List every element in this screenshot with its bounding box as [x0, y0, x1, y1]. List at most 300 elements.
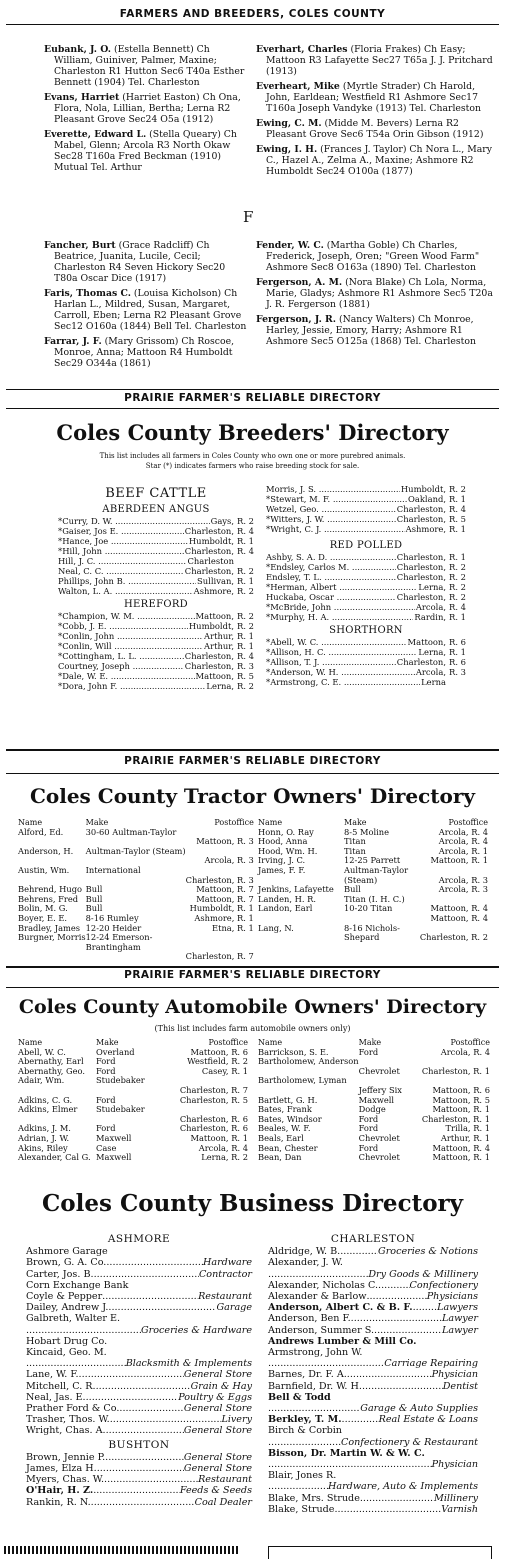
postoffice: Arcola, R. 4	[440, 1046, 490, 1057]
make: Maxwell	[358, 1094, 395, 1105]
make: 8-5 Moline	[344, 826, 390, 837]
business-entry	[26, 1336, 252, 1347]
breeder-name: *Gaiser, Jos E. .....	[58, 526, 184, 536]
breeder-name: *Conlin, Will .....	[58, 641, 203, 651]
business-entry	[268, 1269, 478, 1280]
breeder-route: R. 1	[449, 647, 466, 657]
leader-dots	[268, 1358, 384, 1369]
charleston-heading: CHARLESTON	[330, 1233, 416, 1245]
table-row	[18, 952, 254, 962]
breeder-row	[58, 526, 254, 536]
make: Aultman-Taylor (Steam)	[85, 845, 186, 856]
leader-dots	[94, 1269, 199, 1280]
make: Ford	[96, 1056, 116, 1067]
postoffice: Arthur, R. 1	[440, 1132, 490, 1143]
leader-dots	[378, 1280, 409, 1291]
ashmore-heading: ASHMORE	[107, 1233, 171, 1245]
leader-dots	[351, 1313, 442, 1324]
business-entry	[268, 1392, 478, 1403]
breeder-postoffice: Charleston,	[184, 566, 234, 576]
business-name: Blake, Strude	[268, 1503, 335, 1515]
breeder-postoffice: Gays,	[210, 516, 234, 526]
business-kind: Physician	[431, 1459, 478, 1471]
postoffice: Mattoon, R. 6	[432, 1084, 490, 1095]
owner-name: Akins, Riley	[18, 1142, 68, 1153]
business-entry	[26, 1392, 252, 1403]
leader-dots	[366, 1291, 426, 1302]
owner-name: Bean, Dan	[258, 1152, 302, 1163]
breeder-postoffice: Charleston,	[396, 504, 446, 514]
business-entry	[268, 1291, 478, 1302]
column-header: Postoffice	[214, 818, 254, 827]
breeder-row	[58, 651, 254, 661]
owner-name	[18, 943, 86, 953]
business-kind: Coal Dealer	[194, 1496, 252, 1508]
breeder-row	[266, 677, 466, 687]
business-name: Carter, Jos. B.	[26, 1268, 94, 1280]
breeder-name: *Witters, J. W. .....	[266, 514, 396, 524]
breeder-route: R. 2	[237, 681, 254, 691]
owner-name: Boyer, E. E.	[18, 912, 68, 923]
breeder-route: R. 2	[237, 586, 254, 596]
column-header: Name	[258, 1038, 283, 1047]
breeder-row	[58, 611, 254, 621]
banner-rule	[6, 773, 499, 774]
make: 8-16 Rumley	[85, 912, 139, 923]
leader-dots	[86, 1392, 179, 1403]
auto-title: Coles County Automobile Owners' Directory	[18, 996, 487, 1018]
breeder-row	[266, 612, 466, 622]
business-entry	[26, 1463, 252, 1474]
business-name: Alexander & Barlow	[268, 1291, 367, 1303]
leader-dots	[110, 1414, 222, 1425]
breeder-row	[266, 572, 466, 582]
table-row	[258, 933, 488, 943]
leader-dots	[347, 1369, 432, 1380]
breeder-row	[58, 631, 254, 641]
make: Maxwell	[96, 1132, 132, 1143]
farmer-details: (Midde M. Bevers) Lerna R2 Pleasant Grove Sec6 T54a Orin Gibson (1912)	[266, 118, 484, 140]
business-kind: Real Estate & Loans	[378, 1414, 478, 1426]
breeder-postoffice: Lerna,	[418, 647, 446, 657]
prairie-banner: PRAIRIE FARMER'S RELIABLE DIRECTORY	[124, 755, 381, 767]
tractor-title: Coles County Tractor Owners' Directory	[29, 784, 476, 808]
leader-dots	[26, 1358, 126, 1369]
breeder-route: R. 2	[449, 484, 466, 494]
leader-dots	[374, 1325, 442, 1336]
business-entry	[26, 1358, 252, 1369]
breeder-name: *Champion, W. M. .....	[58, 611, 195, 621]
business-name: Myers, Chas. W.	[26, 1474, 105, 1486]
farmer-name: Evans, Harriet	[44, 92, 120, 103]
ashmore-list	[26, 1246, 252, 1436]
breeder-name: *Conlin, John .....	[58, 631, 203, 641]
breeder-row	[266, 667, 466, 677]
breeder-postoffice: Charleston	[187, 556, 234, 566]
make: 12-24 Emerson-	[85, 932, 153, 943]
farmer-name: Fender, W. C.	[256, 240, 324, 251]
farmer-name: Fancher, Burt	[44, 240, 116, 251]
business-entry	[268, 1280, 478, 1291]
business-name: Bell & Todd	[268, 1391, 331, 1403]
breeder-name: Hill, J. C. .....	[58, 556, 186, 566]
business-entry	[26, 1347, 252, 1358]
make: Aultman-Taylor	[344, 864, 409, 875]
header-rule	[6, 24, 499, 25]
business-entry	[268, 1481, 478, 1492]
farmer-details: (Floria Frakes) Ch Easy; Mattoon R3 Lafayette Sec27 T65a J. J. Pritchard (1913)	[266, 44, 493, 77]
breeder-postoffice: Sullivan,	[197, 576, 234, 586]
breeder-name: *Wright, C. J. .....	[266, 524, 405, 534]
business-entry	[268, 1459, 478, 1470]
breeder-name: Walton, L. A. .....	[58, 586, 193, 596]
make: International	[85, 864, 141, 875]
tractor-table-left	[18, 818, 254, 962]
farmer-name: Everheart, Mike	[256, 81, 340, 92]
prairie-banner: PRAIRIE FARMER'S RELIABLE DIRECTORY	[124, 392, 381, 404]
leader-dots	[26, 1325, 141, 1336]
business-name: Anderson, Albert C. & B. F.	[268, 1302, 413, 1314]
breeder-route: R. 1	[449, 524, 466, 534]
owner-name: Hood, Anna	[258, 836, 308, 847]
breeder-row	[266, 504, 466, 514]
breeders-note: This list includes all farmers in Coles County who own one or more purebred animals.	[99, 452, 406, 460]
breeder-row	[58, 516, 254, 526]
farmer-entry	[44, 240, 250, 284]
tractor-table-right	[258, 818, 488, 943]
leader-dots	[340, 1246, 378, 1257]
make: Jeffery Six	[358, 1084, 402, 1095]
leader-dots	[91, 1497, 195, 1508]
banner-rule	[6, 389, 499, 390]
business-left	[26, 1232, 252, 1508]
business-name: Coyle & Pepper	[26, 1291, 103, 1303]
breeder-postoffice: Charleston,	[396, 657, 446, 667]
owner-name: Honn, O. Ray	[258, 826, 314, 837]
banner-rule	[6, 966, 499, 968]
postoffice: Charleston, R. 2	[419, 932, 488, 943]
breeder-name: Neal, C. C. .....	[58, 566, 184, 576]
business-entry	[26, 1257, 252, 1268]
make: Bull	[344, 884, 361, 895]
postoffice: Mattoon, R. 4	[432, 1142, 490, 1153]
breeder-route	[446, 677, 466, 687]
business-kind: Hardware, Auto & Implements	[328, 1481, 478, 1493]
column-header: Postoffice	[208, 1038, 248, 1047]
breeder-name: *Herman, Albert .....	[266, 582, 417, 592]
owner-name: Burgner, Morris	[18, 932, 86, 943]
column-header: Name	[258, 818, 283, 827]
business-name: Berkley, T. M.	[268, 1414, 342, 1426]
postoffice: Etna, R. 1	[212, 922, 254, 933]
business-entry	[26, 1302, 252, 1313]
breeder-route: R. 2	[237, 566, 254, 576]
leader-dots	[104, 1474, 198, 1485]
owner-name: Bates, Windsor	[258, 1113, 322, 1124]
make: Titan	[344, 845, 366, 856]
owner-name: Bartholomew, Anderson	[258, 1056, 359, 1067]
breeder-name: *Cobb, J. E. .....	[58, 621, 188, 631]
owner-name: Beales, W. F.	[258, 1123, 311, 1134]
leader-dots	[108, 1302, 216, 1313]
owner-name	[258, 933, 344, 943]
business-entry	[26, 1485, 252, 1496]
business-kind: Blacksmith & Implements	[125, 1358, 252, 1370]
business-entry	[26, 1497, 252, 1508]
business-name: Brown, G. A. Co.	[26, 1257, 107, 1269]
owner-name: Adrian, J. W.	[18, 1132, 70, 1143]
breeder-route: R. 3	[237, 661, 254, 671]
postoffice: Ashmore, R. 1	[194, 912, 254, 923]
owner-name: Bates, Frank	[258, 1104, 312, 1115]
business-entry	[26, 1369, 252, 1380]
postoffice: Charleston, R. 3	[185, 874, 254, 885]
make: Case	[96, 1142, 117, 1153]
breeder-name: Ashby, S. A. D. .....	[266, 552, 396, 562]
business-name: Barnfield, Dr. W. H.	[268, 1380, 362, 1392]
business-kind: Groceries & Hardware	[141, 1324, 252, 1336]
business-entry	[268, 1470, 478, 1481]
farmers-header: FARMERS AND BREEDERS, COLES COUNTY	[119, 8, 386, 20]
business-name: Barnes, Dr. F. A.	[268, 1369, 347, 1381]
column-header: Make	[344, 818, 367, 827]
breeder-row	[266, 657, 466, 667]
leader-dots	[413, 1302, 437, 1313]
business-name: Andrews Lumber & Mill Co.	[268, 1335, 417, 1347]
breeder-route: R. 5	[449, 514, 466, 524]
business-kind: Confectionery	[409, 1279, 478, 1291]
business-entry	[26, 1403, 252, 1414]
business-kind: Lawyer	[442, 1313, 478, 1325]
breeder-route: R. 4	[449, 504, 466, 514]
breeder-row	[58, 621, 254, 631]
farmer-entry	[256, 314, 496, 347]
leader-dots	[268, 1481, 328, 1492]
postoffice: Mattoon, R. 3	[196, 836, 254, 847]
business-kind: Physicians	[426, 1291, 478, 1303]
farmer-name: Faris, Thomas C.	[44, 288, 131, 299]
breeder-route: R. 4	[237, 546, 254, 556]
business-entry	[268, 1414, 478, 1425]
farmers-right-column-top	[256, 44, 496, 181]
business-entry	[26, 1425, 252, 1436]
business-entry	[26, 1291, 252, 1302]
column-header: Make	[358, 1038, 382, 1047]
breeder-postoffice: Arcola,	[415, 602, 446, 612]
owner-name: Bartlett, G. H.	[258, 1094, 318, 1105]
make: Maxwell	[96, 1152, 132, 1163]
owner-name: Landon, Earl	[258, 903, 313, 914]
business-entry	[26, 1452, 252, 1463]
breeders-left	[58, 484, 254, 691]
leader-dots	[334, 1504, 441, 1515]
breeder-name: *Murphy, H. A. .....	[266, 612, 413, 622]
make: Bull	[85, 884, 103, 895]
farmer-entry	[256, 81, 496, 114]
postoffice: Mattoon, R. 4	[430, 903, 488, 914]
breeder-route: R. 1	[237, 641, 254, 651]
make: Shepard	[344, 932, 380, 943]
farmer-entry	[44, 336, 250, 369]
make: Titan	[344, 836, 366, 847]
business-entry	[26, 1414, 252, 1425]
farmers-left-column-top	[44, 44, 250, 177]
postoffice: Casey, R. 1	[201, 1065, 248, 1076]
auto-table-left	[18, 1038, 248, 1163]
leader-dots	[97, 1463, 184, 1474]
tractor-right-table	[258, 818, 488, 943]
breeder-postoffice: Mattoon,	[195, 611, 234, 621]
leader-dots	[268, 1437, 341, 1448]
business-kind: Poultry & Eggs	[178, 1391, 252, 1403]
business-name: Kincaid, Geo. M.	[26, 1347, 107, 1359]
business-name: Blair, Jones R.	[268, 1470, 337, 1482]
breeder-postoffice: Rardin,	[414, 612, 446, 622]
farmer-entry	[44, 288, 250, 332]
breeder-name: Courtney, Joseph .....	[58, 661, 184, 671]
business-name: Armstrong, John W.	[268, 1347, 363, 1359]
breeder-row	[266, 494, 466, 504]
bottom-rule-bar	[4, 1546, 240, 1554]
owner-name: Bolin, M. G.	[18, 903, 68, 914]
postoffice: Arcola, R. 3	[438, 884, 488, 895]
column-header: Name	[18, 1038, 43, 1047]
breeder-row	[58, 546, 254, 556]
banner-rule	[6, 749, 499, 751]
business-entry	[268, 1493, 478, 1504]
business-name: Dailey, Andrew J.	[26, 1302, 109, 1314]
business-name: Ashmore Garage	[26, 1246, 108, 1258]
owner-name: Hood, Wm. H.	[258, 845, 318, 856]
breeder-postoffice: Humboldt,	[400, 484, 446, 494]
prairie-banner: PRAIRIE FARMER'S RELIABLE DIRECTORY	[124, 969, 381, 981]
business-kind: General Store	[183, 1425, 252, 1437]
business-name: Anderson, Ben F.	[268, 1313, 351, 1325]
business-kind: Lawyer	[442, 1324, 478, 1336]
business-kind: Groceries & Notions	[378, 1246, 478, 1258]
business-name: O'Hair, H. Z.	[26, 1485, 94, 1497]
business-entry	[26, 1246, 252, 1257]
tractor-left-table	[18, 818, 254, 962]
breeder-row	[266, 524, 466, 534]
breeder-postoffice: Arthur,	[204, 641, 234, 651]
red-polled-heading: RED POLLED	[329, 540, 403, 551]
breeder-postoffice: Mattoon,	[195, 671, 234, 681]
farmers-left-column-f	[44, 240, 250, 386]
breeder-row	[266, 647, 466, 657]
business-name: Rankin, R. N.	[26, 1496, 91, 1508]
postoffice: Westfield, R. 2	[187, 1056, 248, 1067]
breeder-name: *Armstrong, C. E. .....	[266, 677, 420, 687]
make: Brantingham	[85, 941, 141, 952]
breeder-route: R. 2	[237, 516, 254, 526]
postoffice: Charleston, R. 1	[421, 1065, 490, 1076]
owner-name: Behrend, Hugo	[18, 884, 83, 895]
postoffice: Charleston, R. 7	[185, 951, 254, 962]
leader-dots	[360, 1493, 434, 1504]
farmer-name: Farrar, J. F.	[44, 336, 102, 347]
business-entry	[268, 1425, 478, 1436]
breeder-postoffice: Lerna,	[418, 582, 446, 592]
leader-dots	[105, 1452, 184, 1463]
breeders-title: Coles County Breeders' Directory	[56, 420, 449, 445]
leader-dots	[79, 1369, 184, 1380]
business-name: Wright, Chas. A.	[26, 1425, 106, 1437]
postoffice: Trilla, R. 1	[445, 1123, 490, 1134]
make	[86, 952, 186, 962]
breeder-postoffice: Charleston,	[396, 552, 446, 562]
breeder-postoffice: Charleston,	[396, 514, 446, 524]
farmer-details: (Estella Bennett) Ch William, Guiniver, Palmer, Maxine; Charleston R1 Hutton Sec6 T40a Esther Bennett (1904) Tel. Charleston	[54, 44, 245, 88]
business-kind: Hardware	[202, 1257, 252, 1269]
beef-cattle-heading: BEEF CATTLE	[105, 486, 207, 501]
business-name: Bisson, Dr. Martin W. & W. C.	[268, 1447, 425, 1459]
business-name: Mitchell, C. R.	[26, 1380, 96, 1392]
postoffice: Mattoon, R. 1	[190, 1132, 248, 1143]
business-kind: Livery	[221, 1414, 252, 1426]
breeder-name: *Stewart, M. F. .....	[266, 494, 407, 504]
bushton-heading: BUSHTON	[108, 1438, 170, 1451]
farmer-details: (Myrtle Strader) Ch Harold, John, Earldean; Westfield R1 Ashmore Sec17 T160a Joseph Vandyke (1913) Tel. Charleston	[266, 81, 482, 114]
business-kind: Feeds & Seeds	[179, 1485, 252, 1497]
make: Chevrolet	[358, 1132, 400, 1143]
owner-name: Abernathy, Geo.	[18, 1065, 86, 1076]
breeder-route: R. 1	[237, 631, 254, 641]
farmer-entry	[44, 92, 250, 125]
business-name: Lane, W. F.	[26, 1369, 79, 1381]
owner-name: Jenkins, Lafayette	[258, 884, 334, 895]
breeder-route: R. 2	[449, 572, 466, 582]
breeders-note: Star (*) indicates farmers who raise breeding stock for sale.	[145, 462, 360, 470]
business-entry	[26, 1280, 252, 1291]
make: Ford	[96, 1094, 116, 1105]
postoffice: Mattoon, R. 6	[190, 1046, 248, 1057]
postoffice	[186, 933, 254, 943]
right-top-list	[266, 484, 466, 534]
postoffice: Arcola, R. 3	[204, 855, 254, 866]
business-name: Alexander, Nicholas C.	[268, 1279, 379, 1291]
postoffice: Mattoon, R. 7	[196, 884, 254, 895]
breeder-postoffice: Oakland,	[407, 494, 446, 504]
breeder-route: R. 2	[449, 582, 466, 592]
table-row	[18, 1153, 248, 1163]
breeder-name: Endsley, T. L. .....	[266, 572, 396, 582]
breeder-row	[266, 602, 466, 612]
farmer-details: (Nancy Walters) Ch Monroe, Harley, Jessie, Emory, Harry; Ashmore R1 Ashmore Sec5 O125a (1868) Tel. Charleston	[266, 314, 476, 347]
owner-name: Behrens, Fred	[18, 893, 79, 904]
business-kind: Garage	[216, 1302, 252, 1314]
business-name: Neal, Jas. E.	[26, 1391, 86, 1403]
charleston-list	[268, 1246, 478, 1515]
breeder-route: R. 2	[449, 562, 466, 572]
business-entry	[268, 1302, 478, 1313]
postoffice: Mattoon, R. 7	[196, 893, 254, 904]
make: Chevrolet	[358, 1152, 400, 1163]
leader-dots	[362, 1381, 443, 1392]
owner-name: Adkins, C. G.	[18, 1094, 73, 1105]
farmer-name: Fergerson, J. R.	[256, 314, 336, 325]
business-entry	[26, 1325, 252, 1336]
postoffice: Charleston, R. 6	[179, 1113, 248, 1124]
column-header: Postoffice	[450, 1038, 490, 1047]
breeder-route: R. 1	[237, 536, 254, 546]
breeder-postoffice: Charleston,	[396, 562, 446, 572]
leader-dots	[268, 1459, 432, 1470]
leader-dots	[106, 1425, 184, 1436]
farmer-entry	[256, 277, 496, 310]
breeder-row	[58, 576, 254, 586]
postoffice: Arcola, R. 1	[438, 845, 488, 856]
